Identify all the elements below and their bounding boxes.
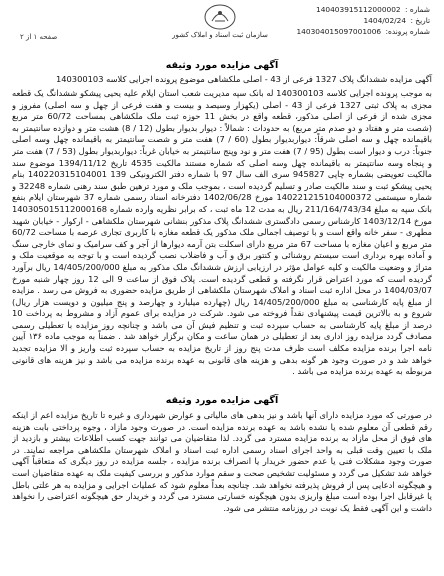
document-date-row xyxy=(280,15,430,26)
notice-title-second: آگهی مزایده مورد وثیقه xyxy=(165,395,279,406)
notice-body-second: در صورتی که مورد مزایده دارای آنها باشد و نیز بدهی های مالیاتی و عوارض شهرداری و غیره تا تاریخ مزایده اعم از اینکه رقم قطعی آن معلوم شده یا نشده باشد به عهده برنده مزایده است. در صورت وجود مازاد ، وجوه پرداختی بابت هزینه های فوق از محل مازاد به برنده مزایده مسترد می گردد. لذا متقاضیان می توانند جهت کسب اطلاعات بیشتر و بازدید از ملک با تعیین وقت قبلی به واحد اجرای اسناد رسمی اداره ثبت اسناد و املاک شهرستان ملکشاهی مراجعه نمایند. در صورت وجود مشکلات فنی یا عدم حضور خریدار یا انصراف برنده مزایده ، جلسه مزایده در روز دیگری که متعاقباً آگهی خواهد شد تشکیل می گردد و مسئولیت تشخیص صحت و سقم موارد مذکور و بررسی کیفیت ملک به عهده متقاضیان است و هیچگونه ادعایی پس از فروش پذیرفته نخواهد شد. چنانچه بعداً معلوم شود که عملیات اجرایی و مزایده به هر علتی باطل یا غیرقابل اجرا بوده است مبلغ واریزی بدون هیچگونه خسارتی مسترد می گردد و خریدار حق هیچگونه اعتراضی را نخواهد داشت و این آگهی فقط یک نوبت در روزنامه منتشر می شود. xyxy=(12,410,432,513)
document-number-row xyxy=(280,4,430,15)
notice-body: به موجب پرونده اجرایی کلاسه 140300103 له بانک سپه مدیریت شعب استان ایلام علیه یحیی پیشکو ششدانگ یک قطعه مجزی به پلاک ثبتی 1327 فرعی از 43 - اصلی (یکهزار وسیصد و بیست و هفت فرعی از چهل و سه اصلی) مفروز و مجزی شده از فرعی از اصلی مذکور، قطعه واقع در بخش 11 حوزه ثبت ملک ملکشاهی بمساحت 60/72 متر مربع (شصت متر و هفتاد و دو صدم متر مربع) به حدودات : شمالاً : دیوار بدیوار بطول (12 / 8) هشت متر و دوازده سانتیمتر به باقیمانده چهل و سه اصلی شرقاً: دیواربدیوار بطول (60 / 7) هفت متر و شصت سانتیمتر به باقیمانده چهل وسه اصلی جنوباً: درب و دیوار است بطول (95 / 7) هفت متر و نود وپنج سانتیمتر به خیابان غرباً: دیواربدیوار بطول (53 / 7) هفت متر و پنجاه وسه سانتیمتر به باقیمانده چهل وسه اصلی که شماره مستند مالکیت 4535 تاریخ 1394/11/12 موضوع سند مالکیت تعویضی بشماره چاپی 945827 سری الف سال 97 با شماره دفتر الکترونیکی 139 140220315104001 بنام یحیی پیشکو ثبت و سند مالکیت صادر و تسلیم گردیده است ، بموجب ملک و مورد ترهین طبق سند رهنی شماره 32248 و شماره سیستمی 140221215104000372 مورخ 1402/06/28 دفترخانه اسناد رسمی شماره 37 شهرستان ایلام بنفع بانک سپه به مبلغ 211/164/743/34 ریال به مدت 12 ماه ثبت ، که برابر نظریه وارده شماره 140305015112000168 مورخ 1403/12/14 کارشناس رسمی دادگستری ششدانگ پلاک مذکور بنشانی شهرستان ملکشاهی - ارکوار - خیابان شهید مطهری - سفر خانه واقع است و با توصیف اجمالی ملک مذکور یک قطعه مغازه با کاربری تجاری عرصه با مساحت 60/72 متر مربع و اعیان مغازه با مساحت 67 متر مربع دارای اسکلت بتن آرمه دیوارها از آجر و کف سرامیک و نمای خارجی سنگ و آماده بهره برداری است سیستم روشنائی و کنتور برق و آب و فاضلاب نصب گردیده است و با توجه به موقعیت ملک و متراژ و وضعیت مالکیت و کلیه عوامل مؤثر در ارزیابی ارزش ششدانگ ملک مذکور به مبلغ 14/405/200/000 ریال برآورد گردیده است که مورد اعتراض قرار نگرفته و قطعی گردیده است. پلاک فوق از ساعت 9 الی 12 روز چهار شنبه مورخ 1404/03/07 در محل اداره ثبت اسناد و املاک شهرستان ملکشاهی از طریق مزایده حضوری به فروش می رسد . مزایده از مبلغ پایه کارشناسی به مبلغ 14/405/200/000 ریال (چهارده میلیارد و چهارصد و پنج میلیون و دویست هزار ریال) شروع و به بالاترین قیمت پیشنهادی نقداً فروخته می شود. شرکت در مزایده برای عموم آزاد و مشروط به پرداخت 10 درصد از مبلغ پایه کارشناسی به حساب سپرده ثبت و تنظیم فیش آن می باشد و چنانچه روز مزایده با تعطیلی رسمی مصادف گردد مزایده روز اداری بعد از تعطیلی در همان ساعت و مکان برگزار خواهد شد . ضمناً به موجب ماده ۱۳۶ آیین نامه اجرا برنده مزایده مکلف است ظرف مدت پنج روز از تاریخ مزایده به حساب سپرده ثبت واریز و الا مزایده تجدید خواهد شد و در صورت وجود هر گونه بدهی و هزینه های قانونی به عهده برنده مزایده می باشد و نیز هزینه های قانونی مربوطه به عهده برنده مزایده می باشد . xyxy=(12,88,432,377)
document-date-value: 1404/02/24 xyxy=(363,16,407,25)
case-number-row xyxy=(280,26,430,37)
organization-name: سازمان ثبت اسناد و املاک کشور xyxy=(172,31,268,39)
document-meta xyxy=(280,4,430,37)
emblem-icon xyxy=(202,3,238,31)
page-number: صفحه ۱ از ۲ xyxy=(20,33,58,41)
organization-emblem xyxy=(160,3,280,53)
case-number-label: شماره پرونده: xyxy=(385,27,430,36)
document-date-label: تاریخ : xyxy=(410,16,430,25)
notice-intro: آگهی مزایده ششدانگ پلاک 1327 فرعی از 43 - اصلی ملکشاهی موضوع پرونده اجرایی کلاسه 140300103 xyxy=(55,74,432,84)
document-number-value: 140403915112000002 xyxy=(316,5,401,14)
case-number-value: 140304015097001006 xyxy=(296,27,382,36)
notice-title: آگهی مزایده مورد وثیقه xyxy=(165,60,279,71)
document-number-label: شماره : xyxy=(405,5,430,14)
